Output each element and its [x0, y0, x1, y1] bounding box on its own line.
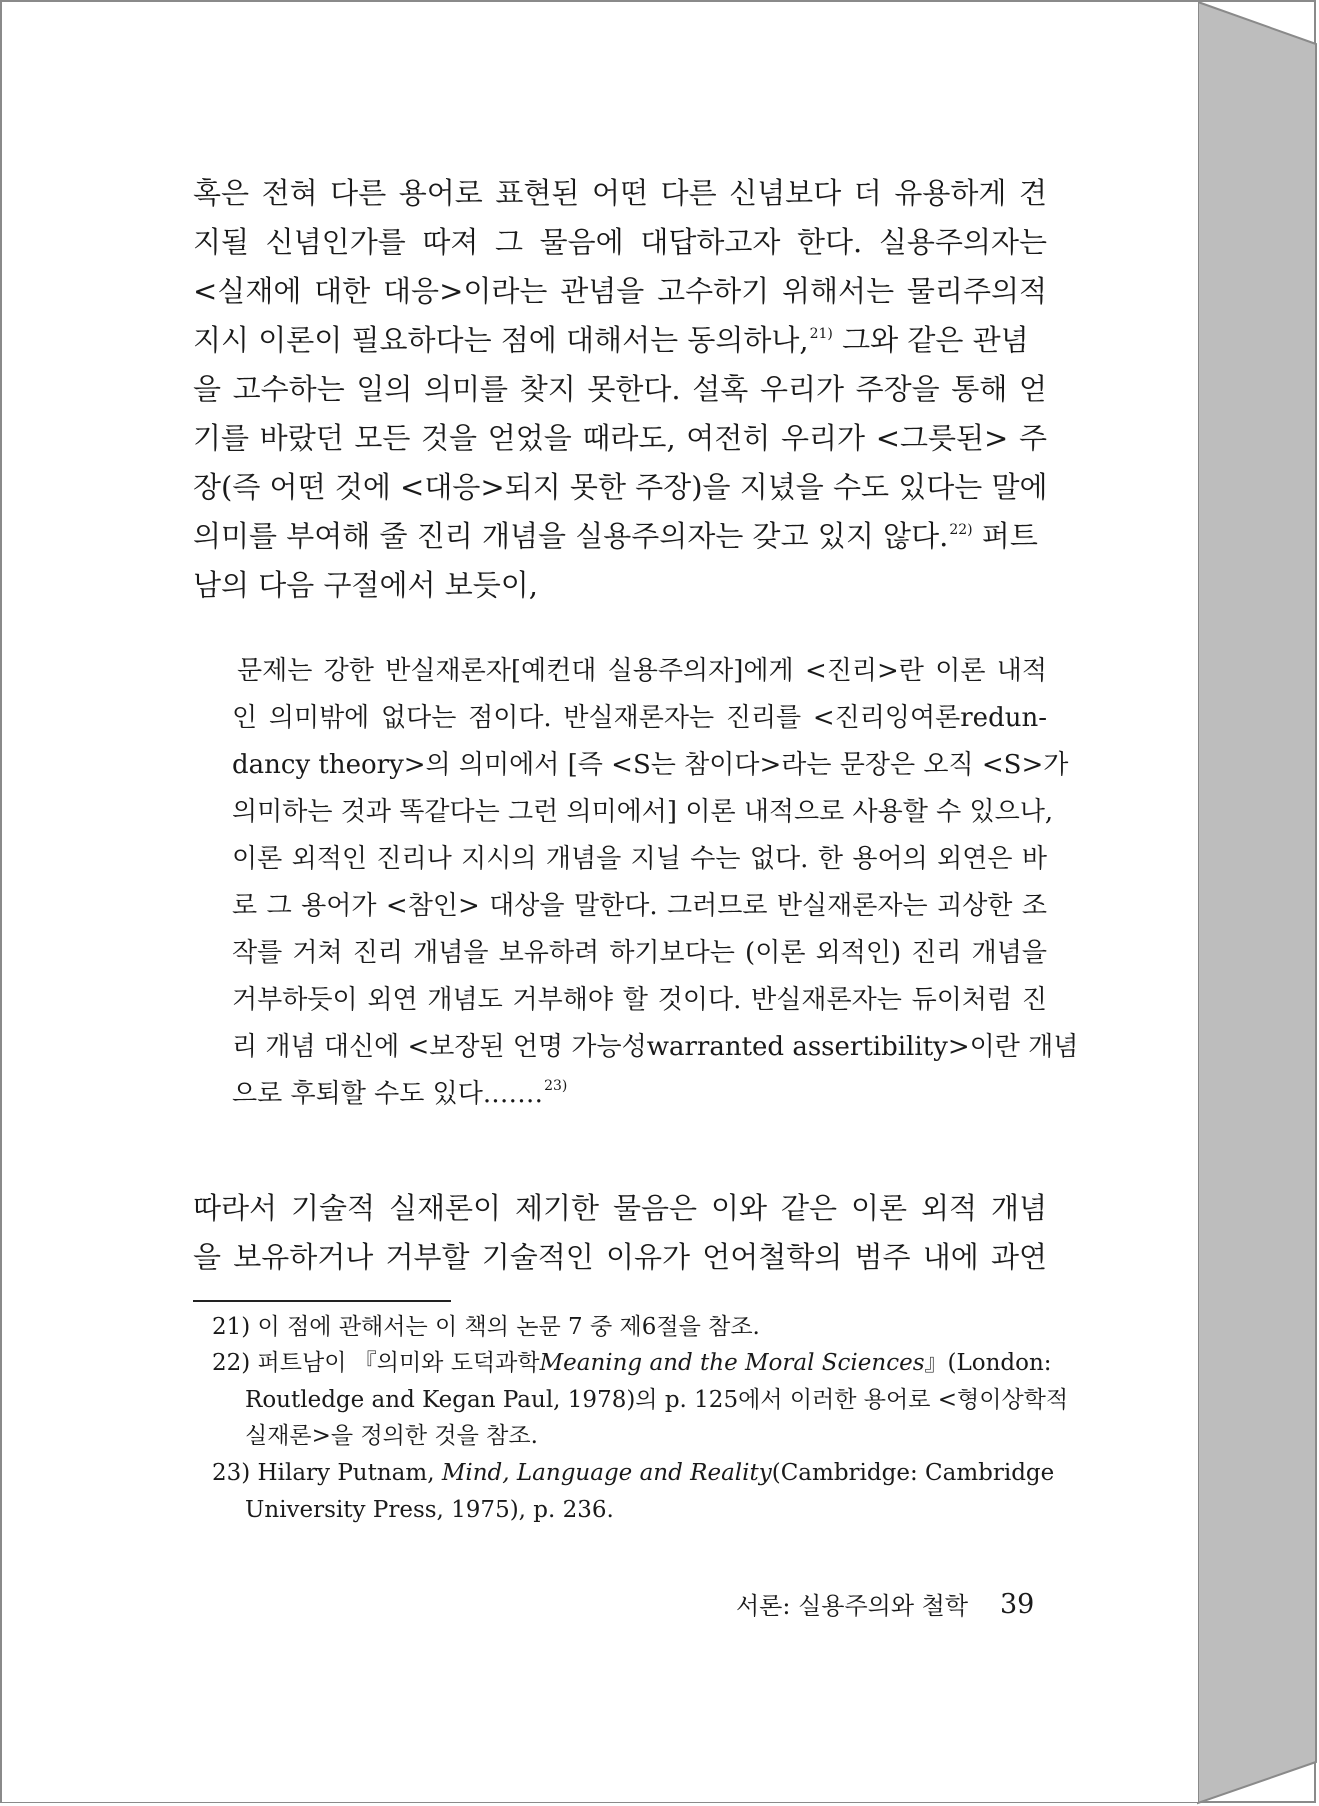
quote-line-2: 인 의미밖에 없다는 점이다. 반실재론자는 진리를 <진리잉여론redun- — [232, 703, 1047, 733]
body-line-1: 혹은 전혀 다른 용어로 표현된 어떤 다른 신념보다 더 유용하게 견 — [193, 176, 1047, 210]
footnote-ref-23: 23) — [544, 1078, 568, 1094]
body2-line-2: 을 보유하거나 거부할 기술적인 이유가 언어철학의 범주 내에 과연 — [193, 1240, 1047, 1274]
footnote-21: 21) 이 점에 관해서는 이 책의 논문 7 중 제6절을 참조. — [212, 1314, 760, 1340]
footnote-22-book-title: Meaning and the Moral Sciences — [539, 1350, 925, 1376]
footnote-22-line-3: 실재론>을 정의한 것을 참조. — [245, 1423, 538, 1449]
body-line-8-rest: 퍼트 — [972, 519, 1038, 553]
footnote-ref-22: 22) — [949, 522, 973, 538]
body-line-6: 기를 바랐던 모든 것을 얻었을 때라도, 여전히 우리가 <그릇된> 주 — [193, 421, 1047, 455]
footnote-23-book-title: Mind, Language and Reality — [441, 1460, 772, 1486]
footnote-23-suffix: (Cambridge: Cambridge — [771, 1460, 1055, 1486]
quote-line-1: 문제는 강한 반실재론자[예컨대 실용주의자]에게 <진리>란 이론 내적 — [237, 656, 1047, 686]
quote-line-10 — [232, 1079, 1047, 1113]
quote-line-8: 거부하듯이 외연 개념도 거부해야 할 것이다. 반실재론자는 듀이처럼 진 — [232, 985, 1047, 1015]
footnote-23-prefix: 23) Hilary Putnam, — [212, 1460, 442, 1486]
body-line-4-rest: 그와 같은 관념 — [832, 323, 1029, 357]
body-line-2: 지될 신념인가를 따져 그 물음에 대답하고자 한다. 실용주의자는 — [193, 225, 1047, 259]
body-line-4-text: 지시 이론이 필요하다는 점에 대해서는 동의하나, — [193, 323, 809, 357]
quote-line-7: 작를 거쳐 진리 개념을 보유하려 하기보다는 (이론 외적인) 진리 개념을 — [232, 938, 1047, 968]
footnote-23-line-2: University Press, 1975), p. 236. — [245, 1497, 614, 1523]
body-line-8 — [193, 520, 1047, 558]
body-line-9: 남의 다음 구절에서 보듯이, — [193, 568, 539, 602]
quote-line-4: 의미하는 것과 똑같다는 그런 의미에서] 이론 내적으로 사용할 수 있으나, — [232, 797, 1054, 827]
footnote-23-line-1 — [212, 1459, 1054, 1487]
body-line-4 — [193, 324, 1047, 362]
running-footer: 서론: 실용주의와 철학 — [736, 1592, 968, 1620]
footnote-22-suffix: 』(London: — [924, 1350, 1052, 1376]
quote-line-10-text: 으로 후퇴할 수도 있다.…… — [232, 1079, 544, 1109]
footnote-rule — [193, 1300, 451, 1302]
page-number: 39 — [1000, 1589, 1035, 1620]
body2-line-1: 따라서 기술적 실재론이 제기한 물음은 이와 같은 이론 외적 개념 — [193, 1191, 1047, 1225]
quote-line-9: 리 개념 대신에 <보장된 언명 가능성warranted assertibility>이란 개념 — [232, 1032, 1079, 1062]
quote-line-6: 로 그 용어가 <참인> 대상을 말한다. 그러므로 반실재론자는 괴상한 조 — [232, 891, 1047, 921]
quote-line-5: 이론 외적인 진리나 지시의 개념을 지닐 수는 없다. 한 용어의 외연은 바 — [232, 844, 1047, 874]
body-line-7: 장(즉 어떤 것에 <대응>되지 못한 주장)을 지녔을 수도 있다는 말에 — [193, 470, 1048, 504]
footnote-22-prefix: 22) 퍼트남이 『의미와 도덕과학 — [212, 1350, 540, 1376]
body-line-8-text: 의미를 부여해 줄 진리 개념을 실용주의자는 갖고 있지 않다. — [193, 519, 949, 553]
body-line-3: <실재에 대한 대응>이라는 관념을 고수하기 위해서는 물리주의적 — [193, 274, 1047, 308]
footnote-22-line-2: Routledge and Kegan Paul, 1978)의 p. 125에서 이러한 용어로 <형이상학적 — [245, 1387, 1069, 1413]
footnote-ref-21: 21) — [809, 326, 833, 342]
footnote-22-line-1 — [212, 1349, 1052, 1377]
body-line-5: 을 고수하는 일의 의미를 찾지 못한다. 설혹 우리가 주장을 통해 얻 — [193, 372, 1047, 406]
quote-line-3: dancy theory>의 의미에서 [즉 <S는 참이다>라는 문장은 오직 <S>가 — [232, 750, 1069, 780]
